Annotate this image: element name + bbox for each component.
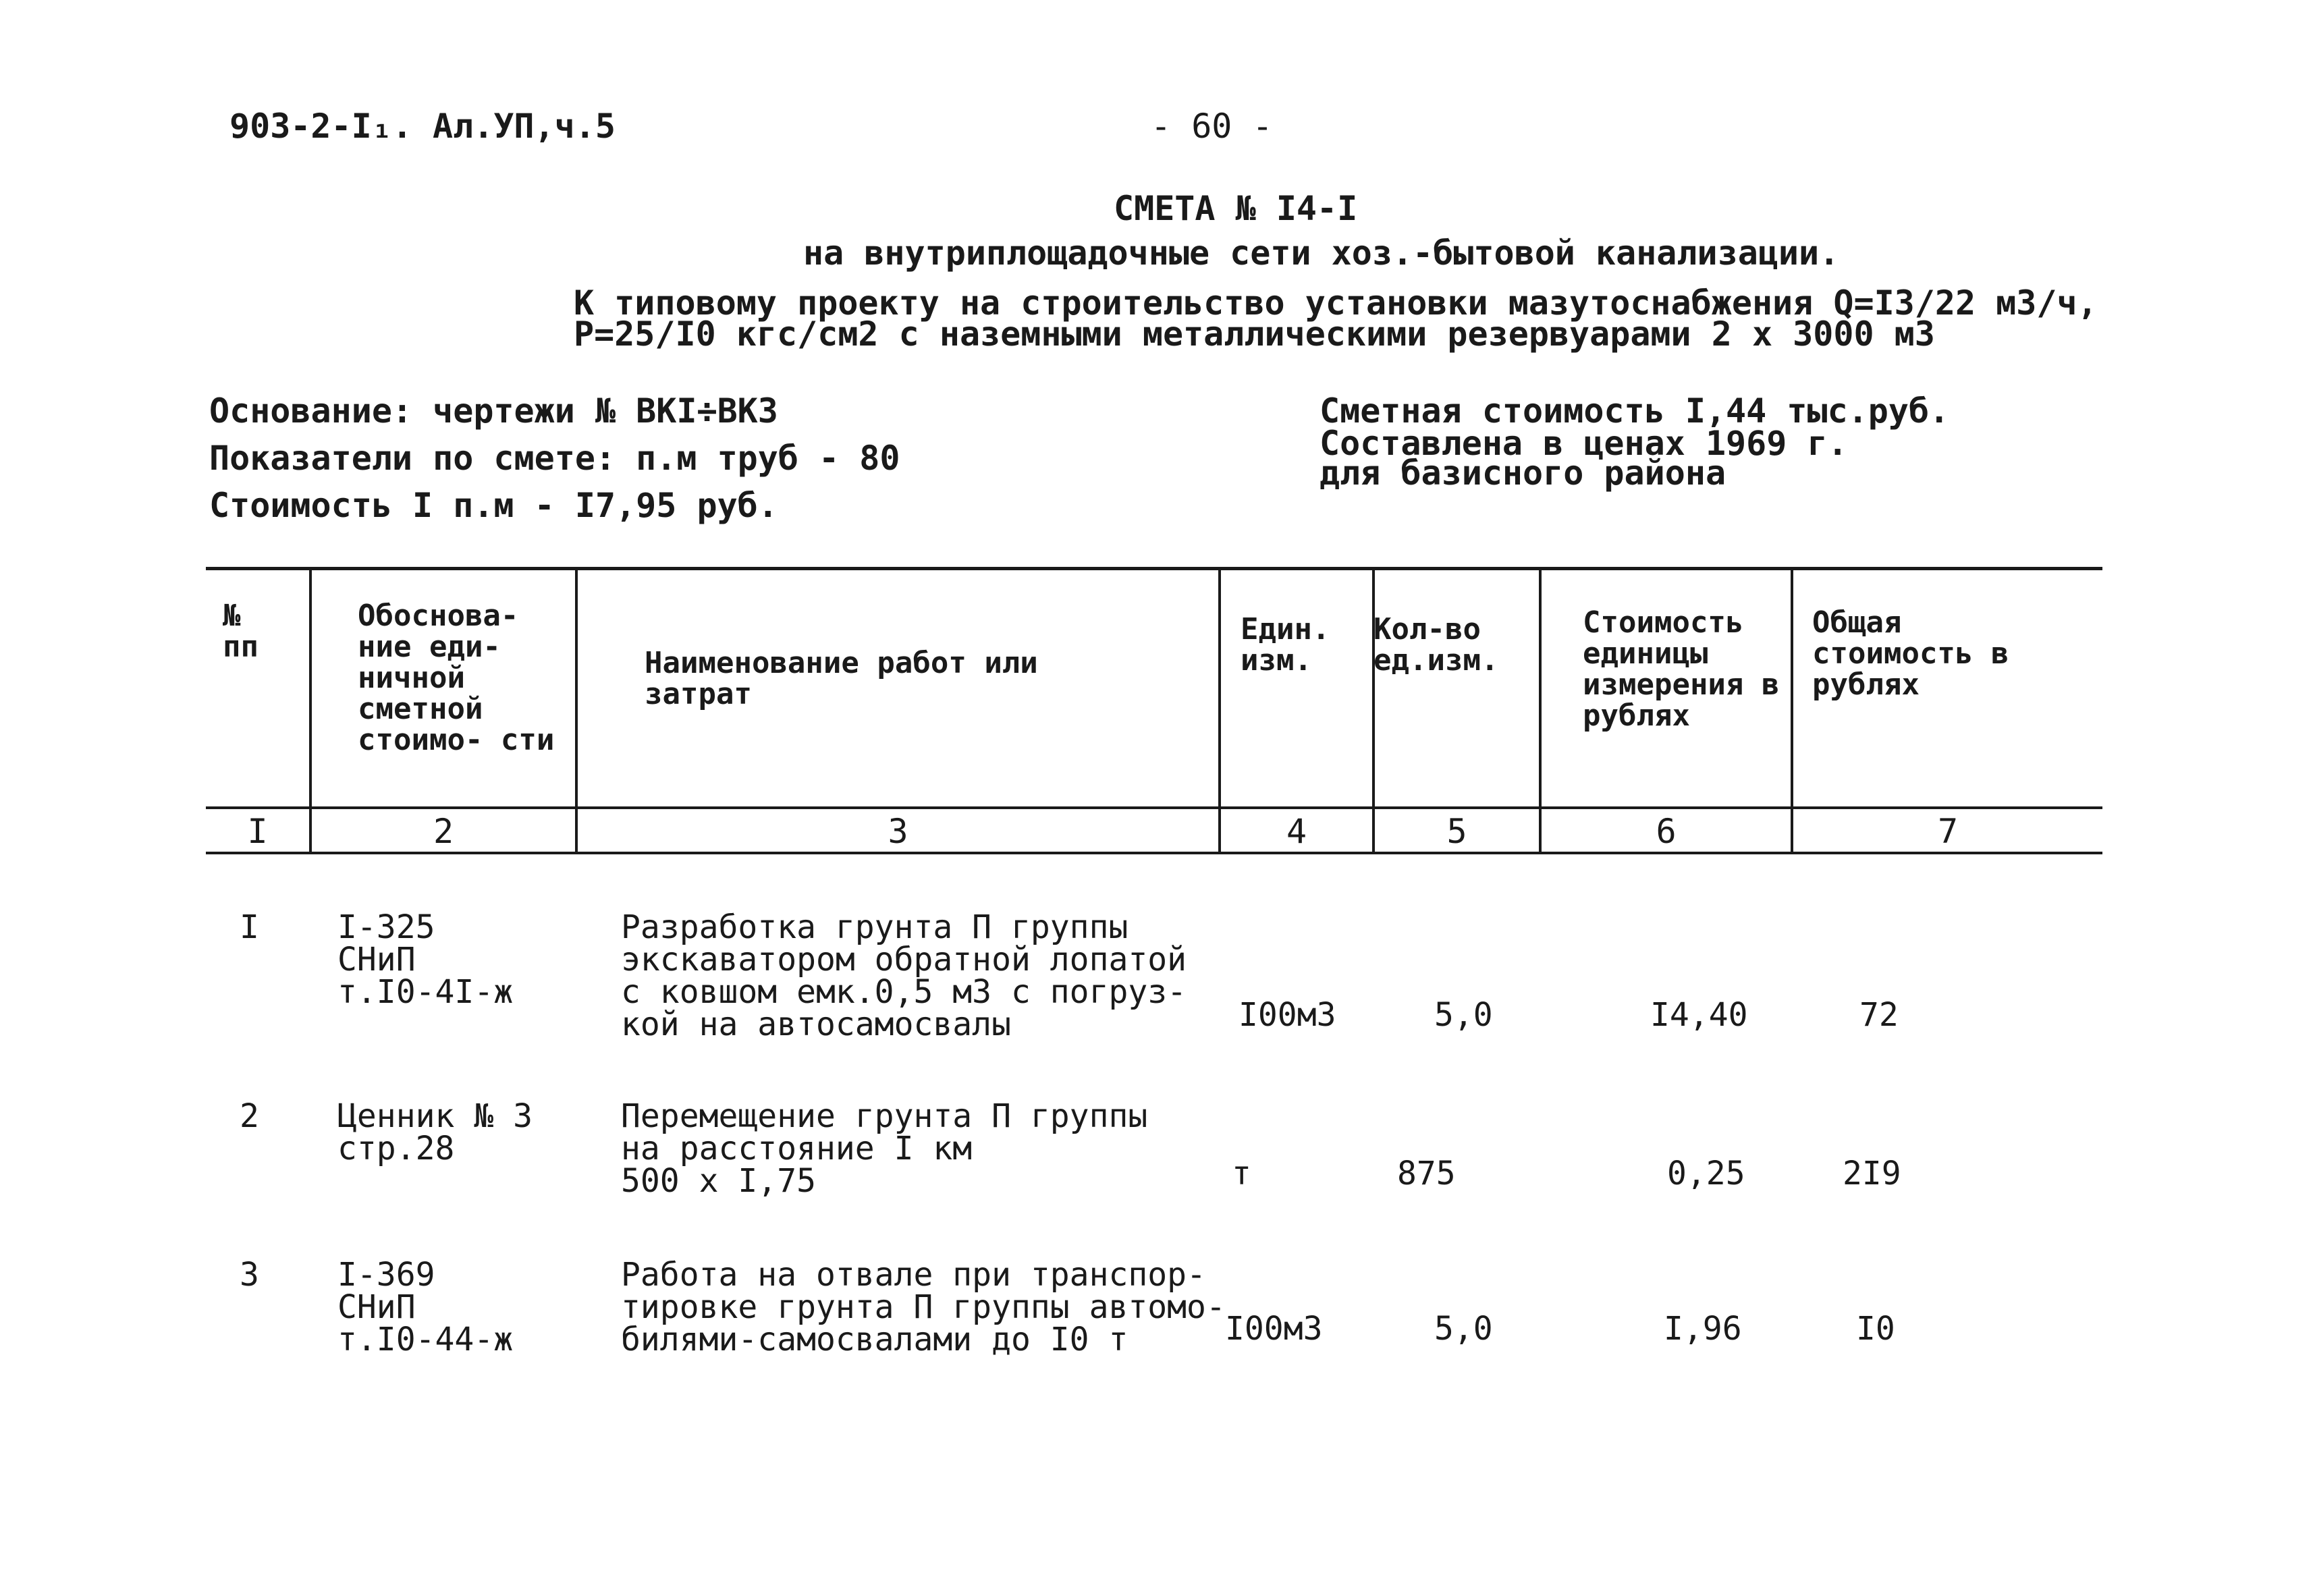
header-basis: Обоснова- ние еди- ничной сметной стоимо- сти: [358, 599, 555, 757]
column-number: 4: [1286, 812, 1307, 851]
row-unit: т: [1232, 1155, 1251, 1192]
row-name-line: с ковшом емк.0,5 м3 с погруз-: [621, 973, 1187, 1011]
row-basis-line: Ценник № 3: [337, 1097, 533, 1135]
header-unit-cost: Стоимость единицы измерения в рублях: [1583, 605, 1780, 733]
row-name-line: кой на автосамосвалы: [621, 1006, 1011, 1043]
row-total: I0: [1856, 1310, 1895, 1348]
smeta-title: СМЕТА № I4-I: [1114, 189, 1358, 228]
row-name-line: Перемещение грунта П группы: [621, 1097, 1148, 1135]
price-basis: Составлена в ценах 1969 г.: [1319, 424, 1848, 463]
row-basis-line: I-325: [337, 908, 435, 946]
column-numbers-rule: [206, 852, 2102, 854]
header-quantity: Кол-во ед.изм.: [1373, 612, 1499, 678]
row-unit-cost: 0,25: [1667, 1155, 1745, 1192]
row-number: I: [240, 908, 259, 946]
header-total-cost: Общая стоимость в рублях: [1812, 605, 2009, 702]
cost-per-meter: Стоимость I п.м - I7,95 руб.: [209, 486, 778, 525]
row-number: 3: [240, 1256, 259, 1294]
column-separator: [1539, 570, 1542, 854]
column-separator: [575, 570, 578, 854]
row-basis-line: СНиП: [337, 941, 416, 979]
row-unit-cost: I4,40: [1650, 996, 1748, 1034]
column-separator: [1791, 570, 1793, 854]
column-number: 7: [1937, 812, 1959, 851]
row-unit: I00м3: [1225, 1310, 1323, 1348]
row-quantity: 875: [1397, 1155, 1456, 1192]
row-name-line: билями-самосвалами до I0 т: [621, 1321, 1128, 1358]
row-total: 2I9: [1843, 1155, 1901, 1192]
smeta-subject: на внутриплощадочные сети хоз.-бытовой канализации.: [803, 233, 1840, 273]
row-unit-cost: I,96: [1664, 1310, 1742, 1348]
row-quantity: 5,0: [1434, 996, 1493, 1034]
row-name-line: на расстояние I км: [621, 1130, 973, 1167]
base-region: для базисного района: [1319, 453, 1726, 493]
header-unit: Един. изм.: [1241, 612, 1330, 678]
row-basis-line: т.I0-44-ж: [337, 1321, 514, 1358]
row-name-line: 500 х I,75: [621, 1162, 816, 1200]
column-separator: [309, 570, 312, 854]
row-basis-line: СНиП: [337, 1288, 416, 1326]
project-line-1: К типовому проекту на строительство установки мазутоснабжения Q=I3/22 м3/ч,: [574, 283, 2098, 323]
row-quantity: 5,0: [1434, 1310, 1493, 1348]
row-total: 72: [1859, 996, 1899, 1034]
header-work-name: Наименование работ или затрат: [645, 646, 1038, 711]
row-unit: I00м3: [1239, 996, 1336, 1034]
column-number: 6: [1656, 812, 1677, 851]
column-separator: [1218, 570, 1221, 854]
row-basis-line: т.I0-4I-ж: [337, 973, 514, 1011]
page-number: - 60 -: [1151, 107, 1273, 146]
header-row-number: № пп: [223, 599, 258, 664]
column-number: 3: [888, 812, 908, 851]
column-number: 2: [433, 812, 454, 851]
basis-drawings: Основание: чертежи № ВКI÷ВК3: [209, 391, 778, 431]
row-basis-line: стр.28: [337, 1130, 455, 1167]
column-number: 5: [1446, 812, 1467, 851]
row-name-line: Разработка грунта П группы: [621, 908, 1128, 946]
estimated-cost: Сметная стоимость I,44 тыс.руб.: [1319, 391, 1950, 431]
row-name-line: тировке грунта П группы автомо-: [621, 1288, 1226, 1326]
estimate-indicators: Показатели по смете: п.м труб - 80: [209, 439, 900, 478]
header-bottom-rule: [206, 806, 2102, 809]
row-number: 2: [240, 1097, 259, 1135]
column-number: I: [247, 812, 268, 851]
row-basis-line: I-369: [337, 1256, 435, 1294]
table-top-rule: [206, 567, 2102, 570]
row-name-line: Работа на отвале при транспор-: [621, 1256, 1206, 1294]
document-code: 903-2-I₁. Ал.УП,ч.5: [229, 107, 616, 146]
row-name-line: экскаватором обратной лопатой: [621, 941, 1187, 979]
project-line-2: Р=25/I0 кгс/см2 с наземными металлическими резервуарами 2 х 3000 м3: [574, 314, 1935, 354]
